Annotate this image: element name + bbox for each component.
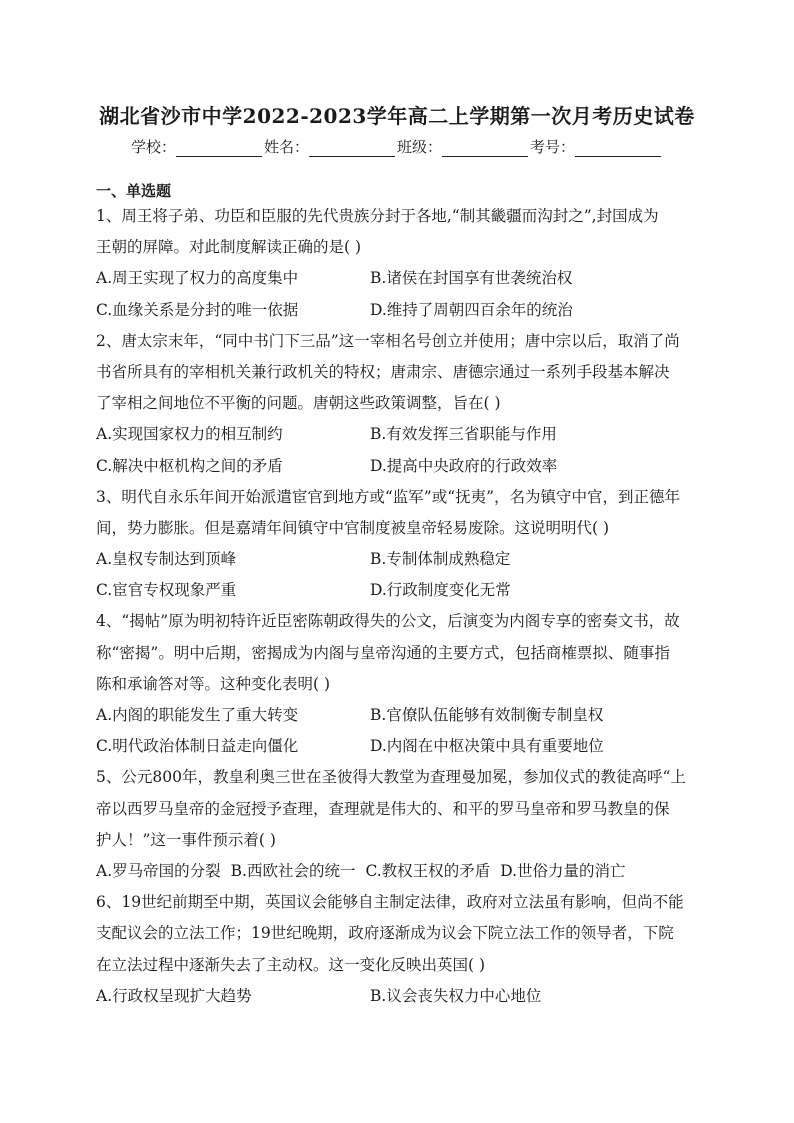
- school-blank[interactable]: [176, 142, 262, 157]
- school-label: 学校：: [130, 138, 176, 156]
- question-4: [96, 606, 700, 762]
- option-row: [96, 700, 700, 731]
- option-c[interactable]: C.明代政治体制日益走向僵化: [96, 737, 299, 756]
- option-d[interactable]: D.维持了周朝四百余年的统治: [370, 300, 573, 319]
- option-b[interactable]: B.议会丧失权力中心地位: [370, 986, 542, 1005]
- class-field: [397, 136, 530, 157]
- option-a[interactable]: A.内阁的职能发生了重大转变: [96, 706, 299, 724]
- option-d[interactable]: D.世俗力量的消亡: [500, 861, 626, 880]
- option-row: [96, 544, 700, 575]
- question-2: [96, 326, 700, 482]
- option-c[interactable]: C.解决中枢机构之间的矛盾: [96, 456, 283, 475]
- section-heading: 一、单选题: [96, 182, 172, 200]
- question-5: [96, 762, 700, 887]
- question-text-line: 2、唐太宗末年，“同中书门下三品”这一宰相名号创立并使用；唐中宗以后，取消了尚: [96, 331, 680, 350]
- question-text-line: 4、“揭帖”原为明初特许近臣密陈朝政得失的公文，后演变为内阁专享的密奏文书，故: [96, 612, 680, 631]
- option-a[interactable]: A.皇权专制达到顶峰: [96, 550, 237, 569]
- option-c[interactable]: C.宦官专权现象严重: [96, 581, 237, 600]
- name-label: 姓名：: [263, 138, 309, 156]
- question-3: [96, 482, 700, 607]
- question-text-line: 书省所具有的宰相机关兼行政机关的特权；唐肃宗、唐德宗通过一系列手段基本解决: [96, 362, 670, 381]
- option-d[interactable]: D.内阁在中枢决策中具有重要地位: [370, 737, 604, 756]
- option-c[interactable]: C.血缘关系是分封的唯一依据: [96, 300, 299, 319]
- option-row: [96, 981, 700, 1012]
- name-field: [264, 136, 397, 157]
- option-a[interactable]: A.行政权呈现扩大趋势: [96, 986, 252, 1005]
- question-text-line: 间，势力膨胀。但是嘉靖年间镇守中官制度被皇帝轻易废除。这说明明代( ): [96, 518, 610, 537]
- option-row: [96, 731, 700, 762]
- option-d[interactable]: D.提高中央政府的行政效率: [370, 456, 558, 475]
- option-row: [96, 575, 700, 606]
- question-text-line: 3、明代自永乐年间开始派遣宦官到地方或“监军”或“抚夷”，名为镇守中官，到正德年: [96, 487, 681, 506]
- school-field: [131, 136, 264, 157]
- question-text-line: 了宰相之间地位不平衡的问题。唐朝这些政策调整，旨在( ): [96, 394, 501, 413]
- question-text-line: 帝以西罗马皇帝的金冠授予查理，查理就是伟大的、和平的罗马皇帝和罗马教皇的保: [96, 799, 670, 818]
- question-6: [96, 887, 700, 1012]
- question-text-line: 1、周王将子弟、功臣和臣服的先代贵族分封于各地,“制其畿疆而沟封之”,封国成为: [96, 207, 659, 225]
- question-text-line: 在立法过程中逐渐失去了主动权。这一变化反映出英国( ): [96, 955, 486, 974]
- question-text-line: 陈和承谕答对等。这种变化表明( ): [96, 674, 331, 693]
- option-b[interactable]: B.专制体制成熟稳定: [370, 550, 511, 569]
- option-row: [96, 263, 700, 294]
- question-text-line: 支配议会的立法工作；19世纪晚期，政府逐渐成为议会下院立法工作的领导者，下院: [96, 924, 674, 943]
- option-b[interactable]: B.有效发挥三省职能与作用: [370, 425, 557, 444]
- option-a[interactable]: A.周王实现了权力的高度集中: [96, 269, 299, 288]
- class-blank[interactable]: [442, 142, 528, 157]
- exam-number-blank[interactable]: [575, 142, 661, 157]
- option-c[interactable]: C.教权王权的矛盾: [365, 861, 491, 880]
- question-text-line: 称“密揭”。明中后期，密揭成为内阁与皇帝沟通的主要方式，包括商榷票拟、随事指: [96, 643, 670, 662]
- option-row: [96, 419, 700, 450]
- question-text-line: 6、19世纪前期至中期，英国议会能够自主制定法律，政府对立法虽有影响，但尚不能: [96, 893, 684, 912]
- option-a[interactable]: A.实现国家权力的相互制约: [96, 425, 283, 444]
- option-row: [96, 295, 700, 326]
- option-b[interactable]: B.诸侯在封国享有世袭统治权: [370, 269, 573, 288]
- exam-number-field: [530, 136, 663, 157]
- question-text-line: 王朝的屏障。对此制度解读正确的是( ): [96, 238, 362, 257]
- questions: [96, 201, 700, 1012]
- class-label: 班级：: [397, 138, 443, 156]
- question-text-line: 护人！”这一事件预示着( ): [96, 830, 276, 849]
- student-info-row: [0, 136, 794, 157]
- option-a[interactable]: A.罗马帝国的分裂: [96, 861, 221, 880]
- option-b[interactable]: B.官僚队伍能够有效制衡专制皇权: [370, 706, 604, 724]
- option-row: [96, 856, 700, 887]
- option-d[interactable]: D.行政制度变化无常: [370, 581, 511, 600]
- question-text-line: 5、公元800年，教皇利奥三世在圣彼得大教堂为查理曼加冕，参加仪式的教徒高呼“上: [96, 768, 686, 787]
- page-title: 湖北省沙市中学2022-2023学年高二上学期第一次月考历史试卷: [99, 104, 695, 128]
- question-1: [96, 201, 700, 326]
- exam-number-label: 考号：: [530, 138, 576, 156]
- option-b[interactable]: B.西欧社会的统一: [230, 861, 356, 880]
- option-row: [96, 451, 700, 482]
- name-blank[interactable]: [309, 142, 395, 157]
